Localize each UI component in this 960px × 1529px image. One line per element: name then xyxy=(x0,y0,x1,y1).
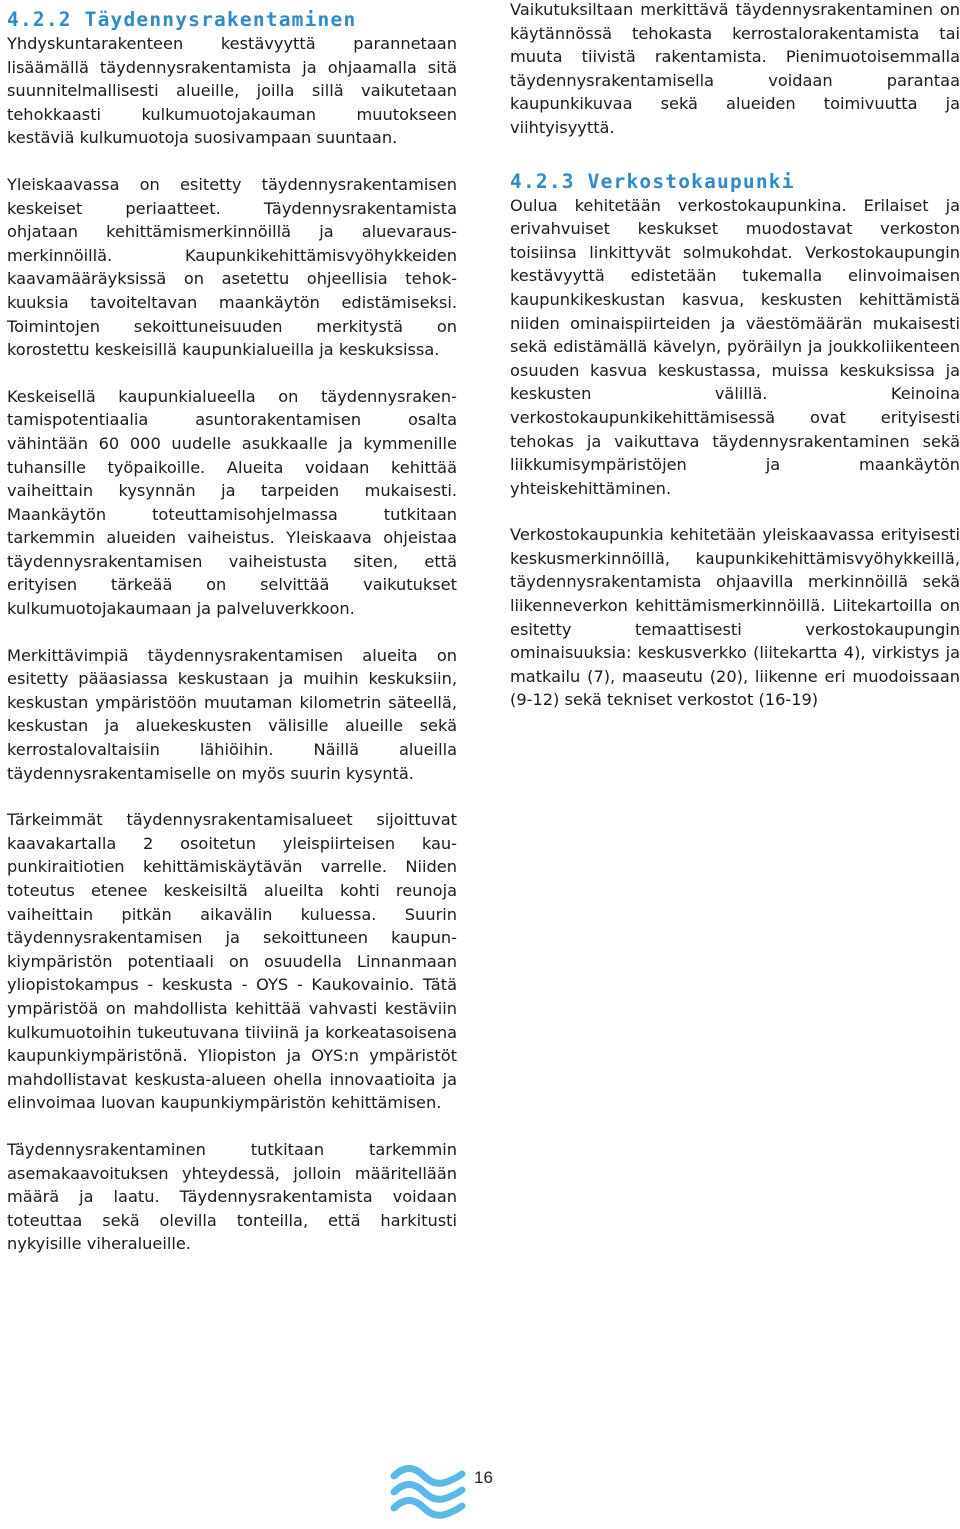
body-paragraph: Tärkeimmät täydennysrakentamisalueet sijoittuvat kaavakartalla 2 osoitetun yleispiirteisen kaupunkiraitiotien kehittämiskäytävän varrelle. Niiden toteutus etenee keskeisiltä alueilta kohti reunoja vaiheittain pitkän aikavälin kuluessa. Suurin täydennysrakentamisen ja sekoittuneen kaupunkiympäristön potentiaali on osuudella Linnanmaan yliopistokampus - keskusta - OYS - Kaukovainio. Tätä ympäristöä on mahdollista kehittää vahvasti kestäviin kulkumuotoihin tukeutuvana tiiviinä ja korkeatasoisena kaupunkiympäristönä. Yliopiston ja OYS:n ympäristöt mahdollistavat keskusta-alueen ohella innovaatioita ja elinvoimaa luovan kaupunkiympäristön kehittämisen. xyxy=(7,810,457,1113)
left-column xyxy=(7,0,457,1279)
body-paragraph: Täydennysrakentaminen tutkitaan tarkemmin asemakaavoituksen yhteydessä, jolloin määritellään määrä ja laatu. Täydennysrakentamista voidaan toteuttaa sekä olevilla tonteilla, että harkitusti nykyisille viheralueille. xyxy=(7,1139,457,1254)
body-paragraph: Verkostokaupunkia kehitetään yleiskaavassa erityisesti keskusmerkinnöillä, kaupunkikehittämisvyöhykkeillä, täydennysrakentamista ohjaavilla merkinnöillä sekä liikenneverkon kehittämismerkinnöillä. Liitekartoilla on esitetty temaattisesti verkostokaupungin ominaisuuksia: keskusverkko (liitekartta 4), virkistys ja matkailu (7), maaseutu (20), liikenne eri muodoissaan (9-12) sekä tekniset verkostot (16-19) xyxy=(510,525,960,710)
body-paragraph: Keskeisellä kaupunkialueella on täydennysrakentamispotentiaalia asuntorakentamisen osalta vähintään 60 000 uudelle asukkaalle ja kymmenille tuhansille työpaikoille. Alueita voidaan kehittää vaiheittain kysynnän ja tarpeiden mukaisesti. Maankäytön toteuttamisohjelmassa tutkitaan tarkemmin alueiden vaiheistus. Yleiskaava ohjeistaa täydennysrakentamisen vaiheistusta siten, että erityisen tärkeää on selvittää vaikutukset kulkumuotojakaumaan ja palveluverkkoon. xyxy=(7,386,457,619)
right-column xyxy=(510,0,960,735)
section-heading-4-2-3: 4.2.3 Verkostokaupunki xyxy=(510,169,795,193)
wave-logo-icon xyxy=(388,1462,488,1522)
page-number: 16 xyxy=(474,1468,493,1487)
body-paragraph-intro: Vaikutuksiltaan merkittävä täydennysrakentaminen on käytännössä tehokasta kerrostalorakentamista tai muuta tiivistä rakentamista. Pienimuotoisemmalla täydennysrakentamisella voidaan parantaa kaupunkikuvaa sekä alueiden toimivuutta ja viihtyisyyttä. xyxy=(510,0,960,137)
section-heading-4-2-2: 4.2.2 Täydennysrakentaminen xyxy=(7,8,357,31)
body-paragraph: Yleiskaavassa on esitetty täydennysrakentamisen keskeiset periaatteet. Täydennysrakentamista ohjataan kehittämismerkinnöillä ja aluevarausmerkinnöillä. Kaupunkikehittämisvyöhykkeiden kaavamääräyksissä on asetettu ohjeellisia tehokkuuksia tavoiteltavan maankäytön edistämiseksi. Toimintojen sekoittuneisuuden merkitystä on korostettu keskeisillä kaupunkialueilla ja keskuksissa. xyxy=(7,174,457,360)
body-paragraph: Oulua kehitetään verkostokaupunkina. Erilaiset ja erivahvuiset keskukset muodostavat verkoston toisiinsa linkittyvät solmukohdat. Verkostokaupungin kestävyyttä edistetään tukemalla elinvoimaisen kaupunkikeskustan kasvua, keskusten kehittämistä niiden ominaispiirteiden ja väestömäärän mukaisesti sekä edistämällä kävelyn, pyöräilyn ja joukkoliikenteen osuuden kasvua keskustassa, muissa keskuksissa ja keskusten välillä. Keinoina verkostokaupunkikehittämisessä ovat erityisesti tehokas ja vaikuttava täydennysrakentaminen sekä liikkumisympäristöjen ja maankäytön yhteiskehittäminen. xyxy=(510,195,960,498)
body-paragraph: Yhdyskuntarakenteen kestävyyttä parannetaan lisäämällä täydennysrakentamista ja ohjaamalla sitä suunnitelmallisesti alueille, joilla sillä vaikutetaan tehokkaasti kulkumuotojakauman muutokseen kestäviä kulkumuotoja suosivampaan suuntaan. xyxy=(7,34,457,148)
body-paragraph: Merkittävimpiä täydennysrakentamisen alueita on esitetty pääasiassa keskustaan ja muihin keskuksiin, keskustan ympäristöön muutaman kilometrin säteellä, keskustan ja aluekeskusten välisille alueille sekä kerrostalovaltaisiin lähiöihin. Näillä alueilla täydennysrakentamiselle on myös suurin kysyntä. xyxy=(7,645,457,783)
